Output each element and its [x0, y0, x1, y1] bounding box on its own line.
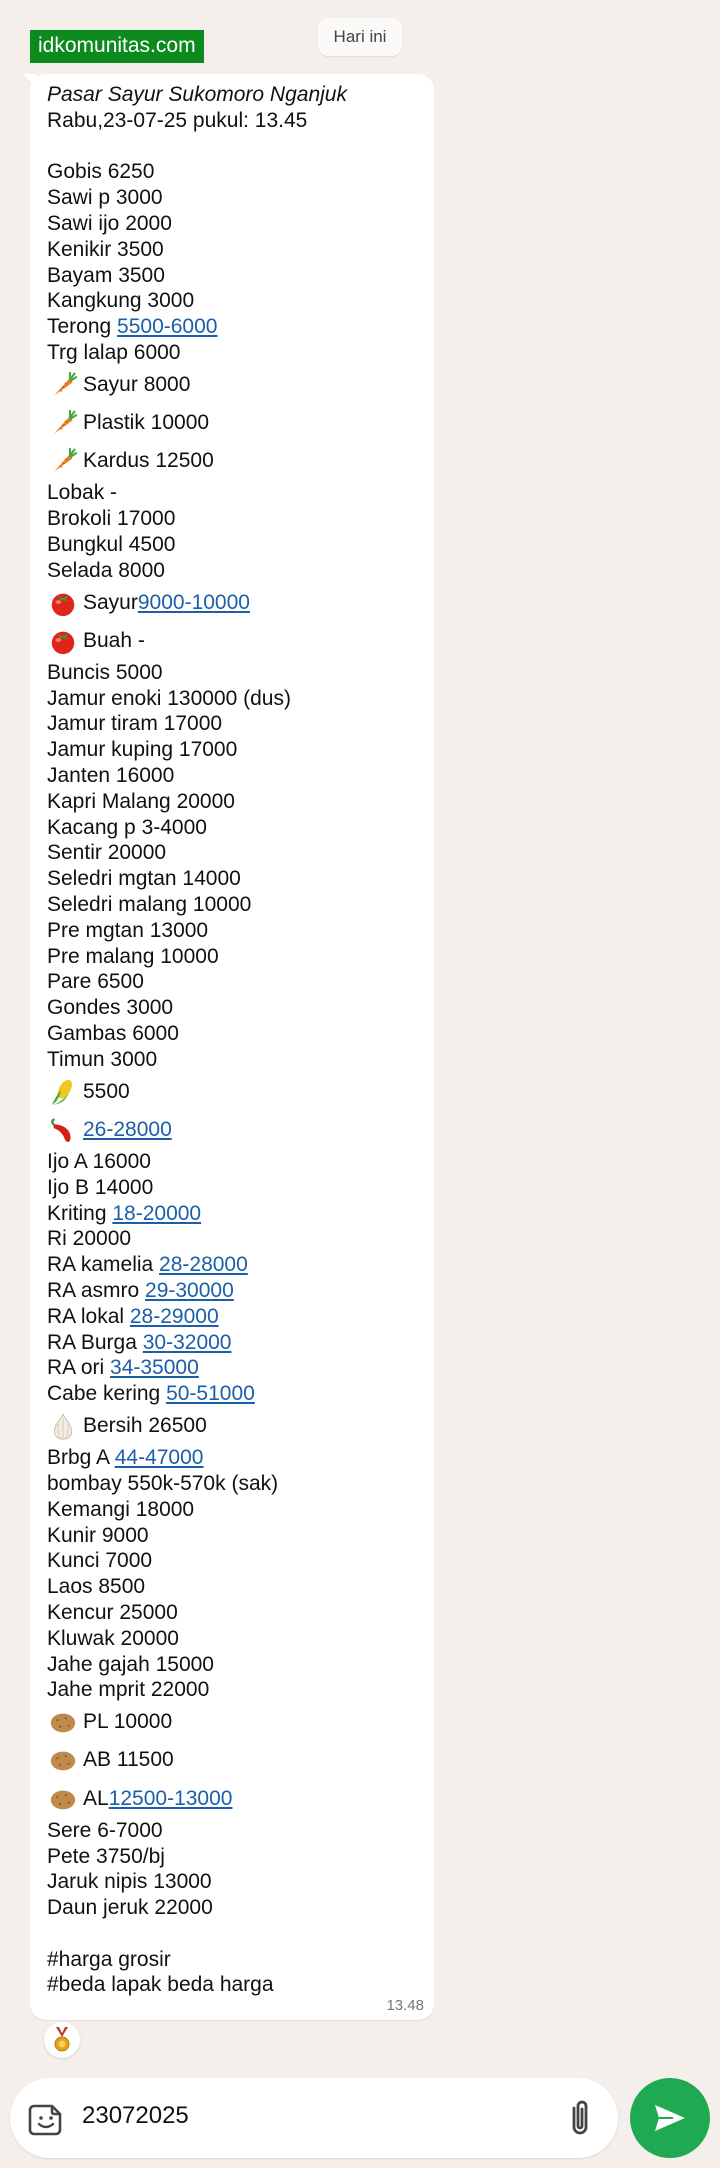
price-line-with-link	[47, 1355, 424, 1381]
emoji-price-line	[47, 1111, 424, 1149]
price-line: Seledri mgtan 14000	[47, 867, 241, 891]
message-date-line: Rabu,23-07-25 pukul: 13.45	[47, 108, 308, 132]
send-icon	[653, 2103, 687, 2133]
emoji-price-line	[47, 622, 424, 660]
price-line: Kunir 9000	[47, 1523, 149, 1547]
carrot-icon	[47, 407, 79, 439]
price-line: Pete 3750/bj	[47, 1844, 165, 1868]
blank-line	[47, 1921, 424, 1947]
price-range-link[interactable]: 12500-13000	[108, 1786, 233, 1810]
price-line: Sawi p 3000	[47, 186, 163, 210]
bubble-tail	[23, 74, 37, 88]
price-label: Buah -	[83, 628, 145, 652]
price-line: Pre malang 10000	[47, 944, 219, 968]
price-label: AB 11500	[83, 1748, 174, 1772]
price-label: AL	[83, 1786, 109, 1810]
price-line: Brokoli 17000	[47, 507, 176, 531]
price-line: Laos 8500	[47, 1575, 146, 1599]
garlic-icon	[47, 1410, 79, 1442]
price-label: Brbg A	[47, 1446, 115, 1470]
price-line: Kencur 25000	[47, 1600, 178, 1624]
price-line-with-link	[47, 1304, 424, 1330]
price-line-with-link	[47, 314, 424, 340]
price-line: Kluwak 20000	[47, 1626, 179, 1650]
price-line: Selada 8000	[47, 558, 165, 582]
price-line: Sere 6-7000	[47, 1818, 163, 1842]
emoji-price-line	[47, 1780, 424, 1818]
medal-icon	[51, 2027, 73, 2053]
price-range-link[interactable]: 5500-6000	[117, 315, 218, 339]
chili-icon	[47, 1114, 79, 1146]
emoji-price-line	[47, 1741, 424, 1779]
message-title: Pasar Sayur Sukomoro Nganjuk	[47, 83, 347, 106]
tomato-icon	[47, 587, 79, 619]
potato-icon	[47, 1744, 79, 1776]
price-label: PL 10000	[83, 1710, 173, 1734]
hashtag-line: #beda lapak beda harga	[47, 1973, 274, 1997]
price-line: Jamur kuping 17000	[47, 738, 238, 762]
price-line: Kapri Malang 20000	[47, 789, 235, 813]
price-line: Jahe gajah 15000	[47, 1652, 214, 1676]
price-line: Jaruk nipis 13000	[47, 1870, 212, 1894]
price-line: Seledri malang 10000	[47, 893, 252, 917]
price-line: Kacang p 3-4000	[47, 815, 207, 839]
emoji-price-line	[47, 1407, 424, 1445]
hashtag-line: #harga grosir	[47, 1947, 171, 1971]
price-line: Kenikir 3500	[47, 237, 164, 261]
price-line: Ijo B 14000	[47, 1175, 154, 1199]
price-line: Ijo A 16000	[47, 1150, 151, 1174]
price-label: Bersih 26500	[83, 1414, 207, 1438]
date-separator-chip: Hari ini	[318, 18, 402, 56]
message-bubble[interactable]	[30, 74, 434, 2020]
blank-line	[47, 134, 424, 160]
price-line: Trg lalap 6000	[47, 340, 181, 364]
price-line: Gambas 6000	[47, 1022, 179, 1046]
price-line: Kemangi 18000	[47, 1497, 195, 1521]
price-line-with-link	[47, 1201, 424, 1227]
price-line: bombay 550k-570k (sak)	[47, 1471, 279, 1495]
price-label: RA lokal	[47, 1304, 130, 1328]
price-label: Plastik 10000	[83, 411, 210, 435]
price-label: Terong	[47, 315, 118, 339]
corn-icon	[47, 1076, 79, 1108]
price-line: Timun 3000	[47, 1047, 158, 1071]
price-range-link[interactable]: 44-47000	[114, 1446, 204, 1470]
price-line: Bungkul 4500	[47, 532, 176, 556]
carrot-icon	[47, 445, 79, 477]
price-range-link[interactable]: 9000-10000	[137, 590, 250, 614]
price-label: RA Burga	[47, 1330, 143, 1354]
attachment-icon[interactable]	[562, 2098, 598, 2138]
price-label: Kriting	[47, 1201, 113, 1225]
message-composer	[10, 2078, 618, 2158]
price-line: Kunci 7000	[47, 1549, 153, 1573]
price-label: RA ori	[47, 1356, 111, 1380]
price-label: Sayur	[83, 590, 138, 614]
price-line: Kangkung 3000	[47, 289, 195, 313]
price-line: Bayam 3500	[47, 263, 165, 287]
price-line-with-link	[47, 1381, 424, 1407]
price-line: Lobak -	[47, 481, 118, 505]
price-range-link[interactable]: 26-28000	[83, 1117, 172, 1141]
price-line: Pre mgtan 13000	[47, 918, 209, 942]
price-label: RA kamelia	[47, 1253, 160, 1277]
price-line: Jamur enoki 130000 (dus)	[47, 686, 291, 710]
emoji-price-line	[47, 404, 424, 442]
price-label: 5500	[83, 1079, 130, 1103]
price-range-link[interactable]: 28-29000	[129, 1304, 219, 1328]
price-line: Sentir 20000	[47, 841, 167, 865]
price-range-link[interactable]: 34-35000	[110, 1356, 199, 1380]
emoji-price-line	[47, 366, 424, 404]
price-line: Gondes 3000	[47, 996, 174, 1020]
potato-icon	[47, 1783, 79, 1815]
price-range-link[interactable]: 29-30000	[145, 1279, 234, 1302]
price-range-link[interactable]: 28-28000	[159, 1253, 248, 1277]
watermark-label: idkomunitas.com	[30, 30, 204, 63]
reaction-badge[interactable]	[44, 2022, 80, 2058]
send-button[interactable]	[630, 2078, 710, 2158]
potato-icon	[47, 1706, 79, 1738]
price-line: Gobis 6250	[47, 160, 155, 184]
price-line: Jahe mprit 22000	[47, 1678, 210, 1702]
emoji-price-line	[47, 584, 424, 622]
price-line: Janten 16000	[47, 764, 175, 788]
emoji-price-line	[47, 1073, 424, 1111]
price-label: Cabe kering	[47, 1382, 167, 1406]
carrot-icon	[47, 369, 79, 401]
message-timestamp: 13.48	[386, 1997, 424, 2014]
price-label: Kardus 12500	[83, 449, 214, 473]
sticker-icon[interactable]	[26, 2098, 66, 2138]
tomato-icon	[47, 625, 79, 657]
price-line-with-link	[47, 1252, 424, 1278]
price-line-with-link	[47, 1445, 424, 1471]
price-line-with-link	[47, 1278, 424, 1304]
price-line-with-link	[47, 1330, 424, 1356]
price-line: Jamur tiram 17000	[47, 712, 223, 736]
price-range-link[interactable]: 30-32000	[142, 1330, 232, 1354]
price-line: Daun jeruk 22000	[47, 1896, 213, 1920]
price-line: Pare 6500	[47, 970, 144, 994]
price-range-link[interactable]: 18-20000	[112, 1201, 202, 1225]
price-line: Buncis 5000	[47, 660, 163, 684]
price-label: RA asmro	[47, 1279, 146, 1302]
price-range-link[interactable]: 50-51000	[166, 1382, 255, 1406]
emoji-price-line	[47, 1703, 424, 1741]
emoji-price-line	[47, 442, 424, 480]
price-line: Sawi ijo 2000	[47, 211, 172, 235]
price-label: Sayur 8000	[83, 372, 191, 396]
price-line: Ri 20000	[47, 1227, 132, 1251]
message-input[interactable]: 23072025	[82, 2102, 189, 2129]
